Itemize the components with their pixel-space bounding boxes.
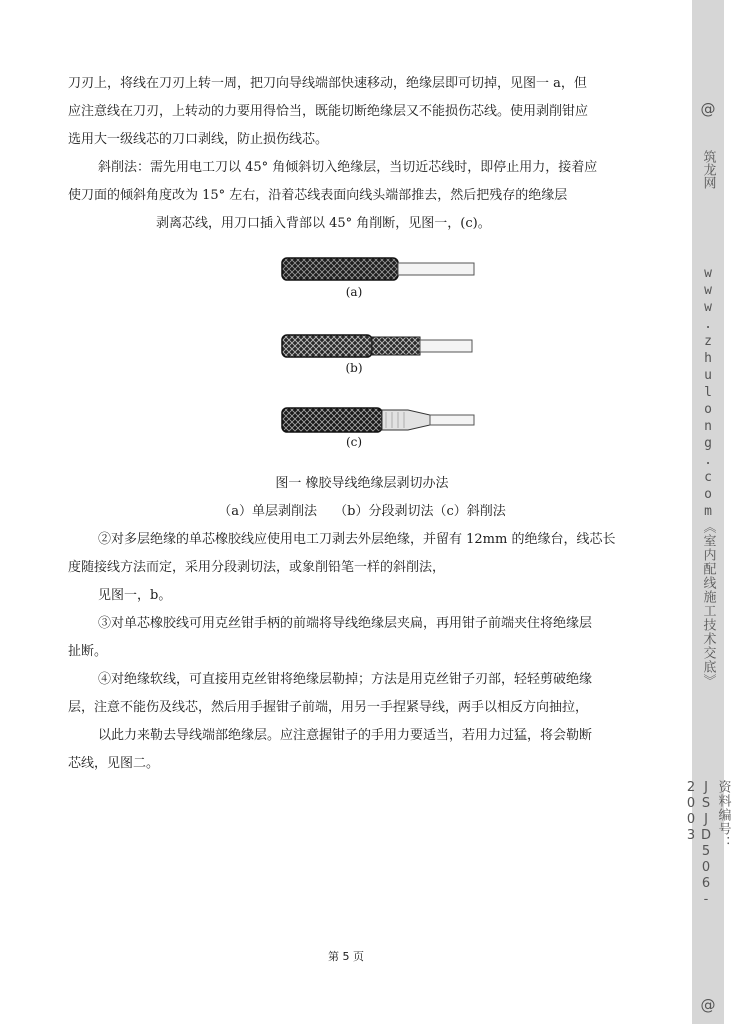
paragraph-line: 度随接线方法而定，采用分段剥切法，或象削铅笔一样的斜削法， [68, 560, 446, 575]
figure-label-b: (b) [345, 361, 363, 375]
paragraph-line: 以此力来勒去导线端部绝缘层。应注意握钳子的手用力要适当，若用力过猛，将会勒断 [98, 728, 593, 743]
page-number: 第 5 页 [328, 950, 364, 963]
paragraph-line: ②对多层绝缘的单芯橡胶线应使用电工刀剥去外层绝缘，并留有 12mm 的绝缘台，线芯长 [98, 532, 616, 547]
paragraph-line: 斜削法：需先用电工刀以 45° 角倾斜切入绝缘层，当切近芯线时，即停止用力，接着应 [98, 160, 598, 175]
paragraph-line: 层，注意不能伤及线芯，然后用手握钳子前端，用另一手捏紧导线，两手以相反方向抽拉， [68, 700, 589, 715]
sidebar-site-url: www.zhulong.com [700, 266, 716, 521]
sidebar-site-name: 筑龙网 [700, 150, 716, 189]
figure-subcaption: （a）单层剥削法 （b）分段剥切法（c）斜削法 [218, 504, 506, 519]
cable-bevel-strip-image [280, 404, 480, 436]
figure-caption: 图一 橡胶导线绝缘层剥切办法 [275, 476, 449, 491]
sidebar-series-title: 《室内配线施工技术交底》 [700, 520, 716, 688]
paragraph-line: 应注意线在刀刃，上转动的力要用得恰当，既能切断绝缘层又不能损伤芯线。使用剥削钳应 [68, 104, 589, 119]
paragraph-line: ④对绝缘软线，可直接用克丝钳将绝缘层勒掉；方法是用克丝钳子刃部，轻轻剪破绝缘 [98, 672, 593, 687]
sidebar-at-top: @ [699, 100, 717, 118]
sidebar-at-bottom: @ [699, 996, 717, 1014]
figure-label-a: (a) [345, 285, 363, 299]
paragraph-line: 选用大一级线芯的刀口剥线，防止损伤线芯。 [68, 132, 329, 147]
sidebar-doc-code: 资料编号：JSJD506-2003 [683, 780, 731, 908]
paragraph-line: ③对单芯橡胶线可用克丝钳手柄的前端将导线绝缘层夹扁，再用钳子前端夹住将绝缘层 [98, 616, 593, 631]
paragraph-line: 刀刃上，将线在刀刃上转一周，把刀向导线端部快速移动，绝缘层即可切掉，见图一 a，但 [68, 76, 587, 91]
cable-stepped-strip-image [280, 331, 480, 361]
figure-label-c: (c) [345, 435, 363, 449]
body-text-lower [68, 526, 658, 778]
paragraph-line: 使刀面的倾斜角度改为 15° 左右，沿着芯线表面向线头端部推去，然后把残存的绝缘层 [68, 188, 568, 203]
paragraph-line: 芯线，见图二。 [68, 756, 160, 771]
paragraph-line: 见图一，b。 [98, 588, 172, 603]
cable-single-strip-image [280, 254, 480, 284]
body-text-upper [68, 70, 658, 238]
paragraph-line: 扯断。 [68, 644, 108, 659]
paragraph-line: 剥离芯线，用刀口插入背部以 45° 角削断，见图一，(c)。 [156, 216, 491, 231]
